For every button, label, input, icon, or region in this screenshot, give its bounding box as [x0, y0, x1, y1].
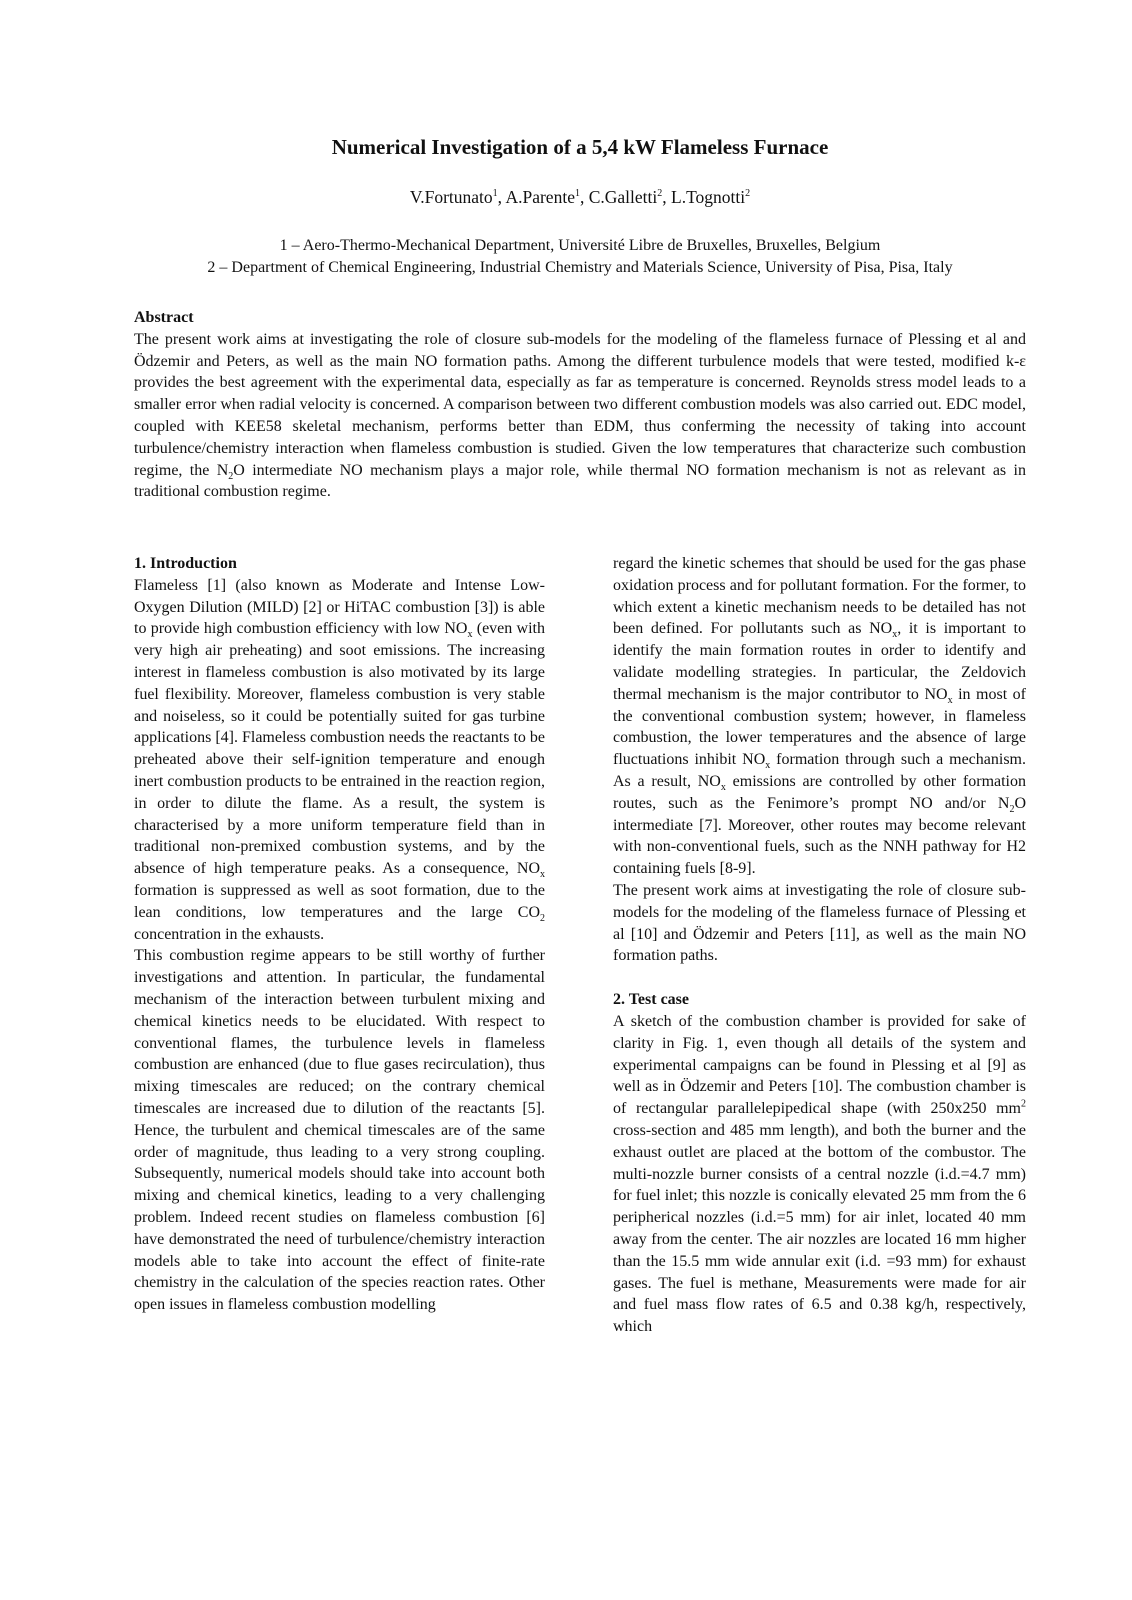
- affiliations: [134, 235, 1026, 279]
- right-column: [613, 553, 1026, 1338]
- author-name: A.Parente: [505, 187, 575, 207]
- author-name: C.Galletti: [588, 187, 658, 207]
- left-column: [134, 553, 545, 1316]
- paragraph: Flameless [1] (also known as Moderate and Intense Low-Oxygen Dilution (MILD) [2] or HiTAC combustion [3]) is able to provide high combustion efficiency with low $NO_x$ (even with very high air preheating) and soot emissions. The increasing interest in flameless combustion is also motivated by its large fuel flexibility. Moreover, flameless combustion is very stable and noiseless, so it could be potentially suited for gas turbine applications [4]. Flameless combustion needs the reactants to be preheated above their self-ignition temperature and enough inert combustion products to be entrained in the reaction region, in order to dilute the flame. As a result, the system is characterised by a more uniform temperature field than in traditional non-premixed combustion systems, and by the absence of high temperature peaks. As a consequence, $NO_x$ formation is suppressed as well as soot formation, due to the lean conditions, low temperatures and the large $CO_2$ concentration in the exhausts.: [134, 576, 545, 943]
- paragraph: This combustion regime appears to be still worthy of further investigations and attention. In particular, the fundamental mechanism of the interaction between turbulent mixing and chemical kinetics needs to be elucidated. With respect to conventional flames, the turbulence levels in flameless combustion are enhanced (due to flue gases recirculation), thus mixing timescales are reduced; on the contrary chemical timescales are increased due to dilution of the reactants [5]. Hence, the turbulent and chemical timescales are of the same order of magnitude, thus leading to a very strong coupling. Subsequently, numerical models should take into account both mixing and chemical kinetics, leading to a very challenging problem. Indeed recent studies on flameless combustion [6] have demonstrated the need of turbulence/chemistry interaction models able to take into account the effect of finite-rate chemistry in the calculation of the species reaction rates. Other open issues in flameless combustion modelling: [134, 947, 545, 1314]
- paragraph: A sketch of the combustion chamber is provided for sake of clarity in Fig. 1, even though all details of the system and experimental campaigns can be found in Plessing et al [9] as well as in Ödzemir and Peters [10]. The combustion chamber is of rectangular parallelepipedical shape (with 250x250 $mm^2$ cross-section and 485 mm length), and both the burner and the exhaust outlet are placed at the bottom of the combustor. The multi-nozzle burner consists of a central nozzle (i.d.=4.7 mm) for fuel inlet; this nozzle is conically elevated 25 mm from the 6 peripherical nozzles (i.d.=5 mm) for air inlet, located 40 mm away from the center. The air nozzles are located 16 mm higher than the 15.5 mm wide annular exit (i.d. =93 mm) for exhaust gases. The fuel is methane, Measurements were made for air and fuel mass flow rates of 6.5 and 0.38 kg/h, respectively, which: [613, 1012, 1026, 1336]
- affiliation-line: 2 – Department of Chemical Engineering, Industrial Chemistry and Materials Science, University of Pisa, Pisa, Italy: [207, 259, 953, 276]
- author-affiliation-mark: 2: [657, 188, 663, 200]
- author-name: L.Tognotti: [671, 187, 746, 207]
- affiliation-line: 1 – Aero-Thermo-Mechanical Department, Université Libre de Bruxelles, Bruxelles, Belgium: [279, 237, 881, 254]
- paragraph: The present work aims at investigating the role of closure sub-models for the modeling of the flameless furnace of Plessing et al [10] and Ödzemir and Peters [11], as well as the main NO formation paths.: [613, 881, 1026, 965]
- author-name: V.Fortunato: [409, 187, 493, 207]
- section-heading-introduction: 1. Introduction: [134, 555, 237, 572]
- author-affiliation-mark: 2: [745, 188, 751, 200]
- author-list: V.Fortunato$^1$, A.Parente$^1$, C.Galletti$^2$, L.Tognotti$^2$: [409, 187, 751, 207]
- paper-title: Numerical Investigation of a 5,4 kW Flameless Furnace: [331, 135, 829, 159]
- paragraph: regard the kinetic schemes that should be used for the gas phase oxidation process and for pollutant formation. For the former, to which extent a kinetic mechanism needs to be detailed has not been defined. For pollutants such as $NO_x$, it is important to identify the main formation routes in order to identify and validate modelling strategies. In particular, the Zeldovich thermal mechanism is the major contributor to $NO_x$ in most of the conventional combustion system; however, in flameless combustion, the lower temperatures and the absence of large fluctuations inhibit $NO_x$ formation through such a mechanism. As a result, $NO_x$ emissions are controlled by other formation routes, such as the Fenimore’s prompt NO and/or $N_2O$ intermediate [7]. Moreover, other routes may become relevant with non-conventional fuels, such as the NNH pathway for H2 containing fuels [8-9].: [613, 555, 1027, 878]
- abstract-section: [134, 307, 1026, 503]
- author-affiliation-mark: 1: [574, 188, 580, 200]
- abstract-heading: Abstract: [134, 309, 194, 326]
- section-heading-test-case: 2. Test case: [613, 991, 689, 1009]
- abstract-text: The present work aims at investigating the role of closure sub-models for the modeling of the flameless furnace of Plessing et al and Ödzemir and Peters, as well as the main NO formation paths. Among the different turbulence models that were tested, modified k-ε provides the best agreement with the experimental data, especially as far as temperature is concerned. Reynolds stress model leads to a smaller error when radial velocity is concerned. A comparison between two different combustion models was also carried out. EDC model, coupled with KEE58 skeletal mechanism, performs better than EDM, thus conferming the necessity of taking into account turbulence/chemistry interaction when flameless combustion is studied. Given the low temperatures that characterize such combustion regime, the $N_2O$ intermediate NO mechanism plays a major role, while thermal NO formation mechanism is not as relevant as in traditional combustion regime.: [134, 330, 1026, 501]
- author-affiliation-mark: 1: [492, 188, 498, 200]
